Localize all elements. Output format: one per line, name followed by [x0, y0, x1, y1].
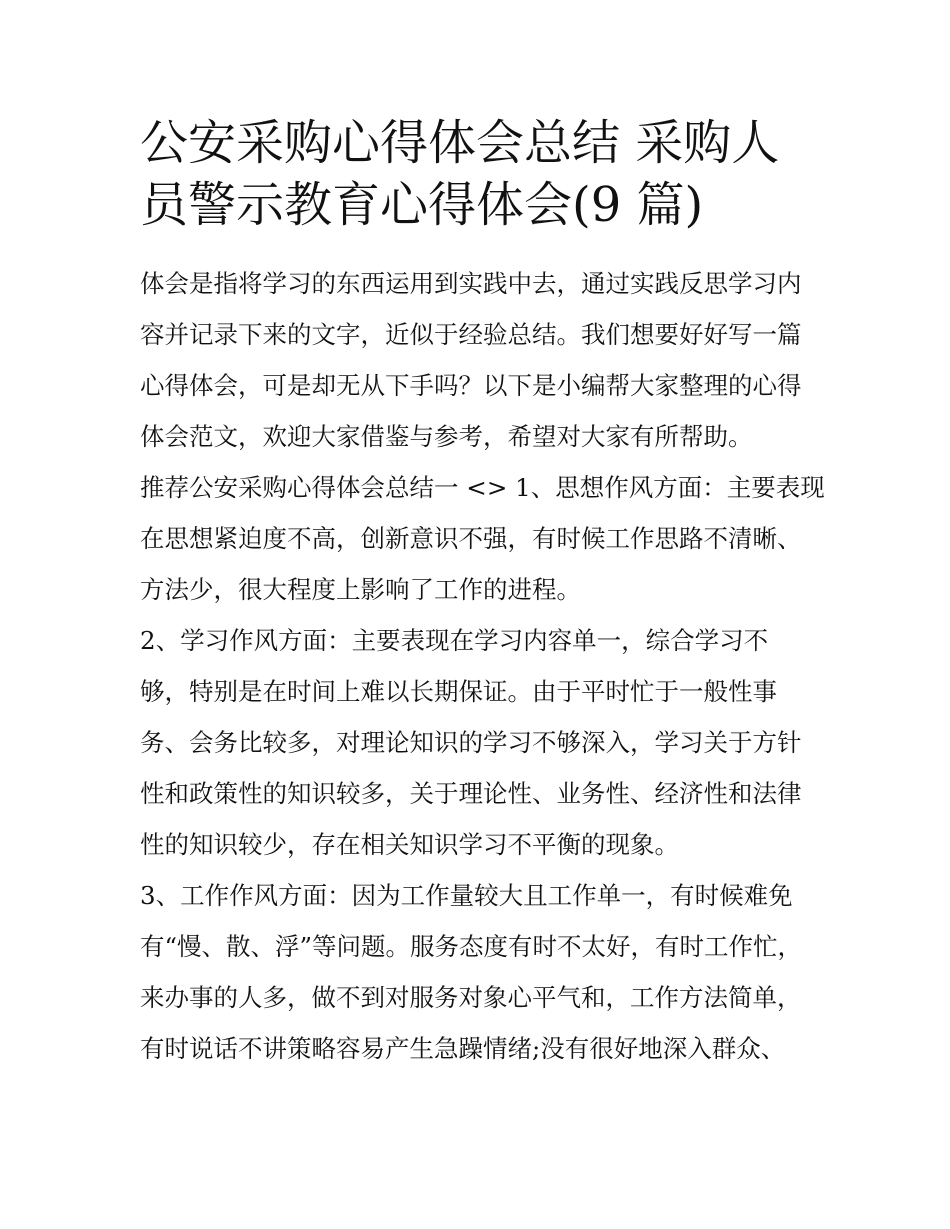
paragraph-line: 容并记录下来的文字，近似于经验总结。我们想要好好写一篇 [140, 320, 802, 349]
paragraph-line: 务、会务比较多，对理论知识的学习不够深入，学习关于方针 [140, 728, 802, 757]
paragraph-line: 心得体会，可是却无从下手吗？以下是小编帮大家整理的心得 [140, 371, 802, 400]
paragraph-study-style [140, 615, 820, 870]
paragraph-intro [140, 258, 820, 462]
paragraph-thought-style [140, 462, 825, 615]
paragraph-work-style [140, 870, 820, 1074]
paragraph-line: 推荐公安采购心得体会总结一 <> 1、思想作风方面：主要表现 [140, 473, 825, 502]
paragraph-line: 性的知识较少，存在相关知识学习不平衡的现象。 [140, 830, 679, 859]
paragraph-line: 3、工作作风方面：因为工作量较大且工作单一，有时候难免 [140, 881, 793, 910]
paragraph-line: 体会范文，欢迎大家借鉴与参考，希望对大家有所帮助。 [140, 422, 753, 451]
paragraph-line: 有时说话不讲策略容易产生急躁情绪;没有很好地深入群众、 [140, 1034, 786, 1063]
paragraph-line: 来办事的人多，做不到对服务对象心平气和，工作方法简单， [140, 983, 802, 1012]
paragraph-line: 在思想紧迫度不高，创新意识不强，有时候工作思路不清晰、 [140, 524, 802, 553]
title-line-2: 员警示教育心得体会(9 篇) [140, 177, 704, 233]
document-title [140, 112, 820, 236]
paragraph-line: 方法少，很大程度上影响了工作的进程。 [140, 575, 581, 604]
paragraph-line: 性和政策性的知识较多，关于理论性、业务性、经济性和法律 [140, 779, 802, 808]
paragraph-line: 体会是指将学习的东西运用到实践中去，通过实践反思学习内 [140, 269, 802, 298]
paragraph-line: 够，特别是在时间上难以长期保证。由于平时忙于一般性事 [140, 677, 777, 706]
paragraph-line: 2、学习作风方面：主要表现在学习内容单一，综合学习不 [140, 626, 769, 655]
title-line-1: 公安采购心得体会总结 采购人 [140, 115, 780, 171]
paragraph-line: 有“慢、散、浮”等问题。服务态度有时不太好，有时工作忙， [140, 932, 803, 961]
